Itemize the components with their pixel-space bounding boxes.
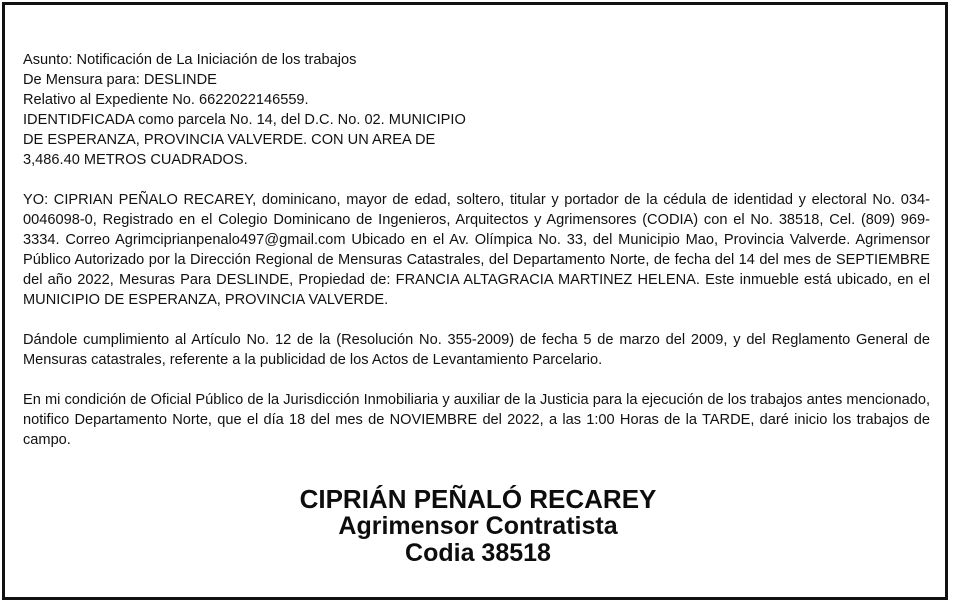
signature-block	[5, 486, 951, 567]
legal-basis-paragraph: Dándole cumplimiento al Artículo No. 12 de la (Resolución No. 355-2009) de fecha 5 de marzo del 2009, y del Reglamento General de Mensuras catastrales, referente a la publicidad de los Actos de Levantamiento Parcelario.	[23, 332, 930, 368]
notice-frame	[2, 2, 948, 600]
signer-codia: Codia 38518	[405, 539, 551, 567]
subject-line: 3,486.40 METROS CUADRADOS.	[23, 152, 248, 168]
declarant-paragraph: YO: CIPRIAN PEÑALO RECAREY, dominicano, mayor de edad, soltero, titular y portador de la cédula de identidad y electoral No. 034-0046098-0, Registrado en el Colegio Dominicano de Ingenieros, Arquitectos y Agrimensores (CODIA) con el No. 38518, Cel. (809) 969-3334. Correo Agrimciprianpenalo497@gmail.com Ubicado en el Av. Olímpica No. 33, del Municipio Mao, Provincia Valverde. Agrimensor Público Autorizado por la Dirección Regional de Mensuras Catastrales, del Departamento Norte, de fecha del 14 del mes de SEPTIEMBRE del año 2022, Mesuras Para DESLINDE, Propiedad de: FRANCIA ALTAGRACIA MARTINEZ HELENA. Este inmueble está ubicado, en el MUNICIPIO DE ESPERANZA, PROVINCIA VALVERDE.	[23, 192, 930, 308]
signer-name: CIPRIÁN PEÑALÓ RECAREY	[299, 484, 657, 514]
subject-block	[23, 50, 930, 170]
signer-title: Agrimensor Contratista	[338, 512, 618, 540]
notice-body	[23, 50, 930, 450]
subject-line: IDENTIDFICADA como parcela No. 14, del D.C. No. 02. MUNICIPIO	[23, 112, 466, 128]
notification-paragraph: En mi condición de Oficial Público de la Jurisdicción Inmobiliaria y auxiliar de la Justicia para la ejecución de los trabajos antes mencionado, notifico Departamento Norte, que el día 18 del mes de NOVIEMBRE del 2022, a las 1:00 Horas de la TARDE, daré inicio los trabajos de campo.	[23, 392, 930, 448]
subject-line: Asunto: Notificación de La Iniciación de los trabajos	[23, 52, 357, 68]
subject-line: De Mensura para: DESLINDE	[23, 72, 217, 88]
subject-line: DE ESPERANZA, PROVINCIA VALVERDE. CON UN AREA DE	[23, 132, 436, 148]
subject-line: Relativo al Expediente No. 6622022146559.	[23, 92, 309, 108]
